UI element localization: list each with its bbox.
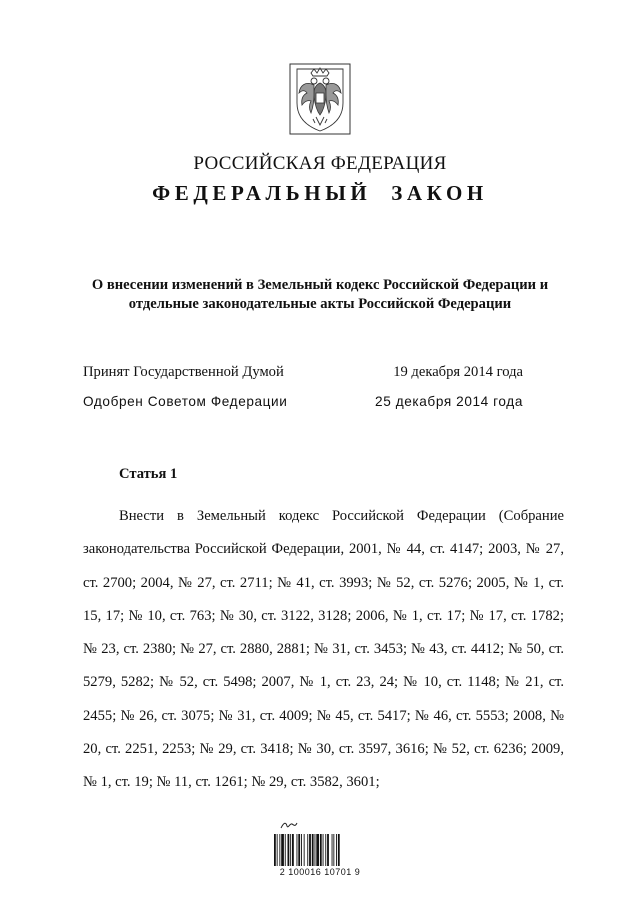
law-subject-line-2: отдельные законодательные акты Российской Федерации [128,296,512,312]
barcode-number: 2 100016 10701 9 [279,867,361,877]
barcode [272,820,368,884]
barcode-bars [272,834,368,866]
law-subject-line-1: О внесении изменений в Земельный кодекс Российской Федерации и [91,277,549,293]
signature-mark-icon [280,820,298,830]
council-approval-label: Одобрен Советом Федерации [83,394,288,409]
article-body: Внести в Земельный кодекс Российской Федерации (Собрание законодательства Российской Федерации, 2001, № 44, ст. 4147; 2003, № 27, ст. 2700; 2004, № 27, ст. 2711; № 41, ст. 3993; № 52, ст. 5276; 2005, № 1, ст. 15, 17; № 10, ст. 763; № 30, ст. 3122, 3128; 2006, № 1, ст. 17; № 17, ст. 1782; № 23, ст. 2380; № 27, ст. 2880, 2881; № 31, ст. 3453; № 43, ст. 4412; № 50, ст. 5279, 5282; № 52, ст. 5498; 2007, № 1, ст. 23, 24; № 10, ст. 1148; № 21, ст. 2455; № 26, ст. 3075; № 31, ст. 4009; № 45, ст. 5417; № 46, ст. 5553; 2008, № 20, ст. 2251, 2253; № 29, ст. 3418; № 30, ст. 3597, 3616; № 52, ст. 6236; 2009, № 1, ст. 19; № 11, ст. 1261; № 29, ст. 3582, 3601; [83,508,564,791]
duma-adoption-label: Принят Государственной Думой [83,364,284,380]
law-subject [70,276,570,314]
duma-adoption-date: 19 декабря 2014 года [393,364,523,380]
country-name: РОССИЙСКАЯ ФЕДЕРАЦИЯ [193,153,447,174]
coat-of-arms-icon [289,63,351,135]
article-title: Статья 1 [119,466,178,482]
law-type-heading: ФЕДЕРАЛЬНЫЙ ЗАКОН [152,181,488,205]
council-approval-date: 25 декабря 2014 года [375,394,523,409]
